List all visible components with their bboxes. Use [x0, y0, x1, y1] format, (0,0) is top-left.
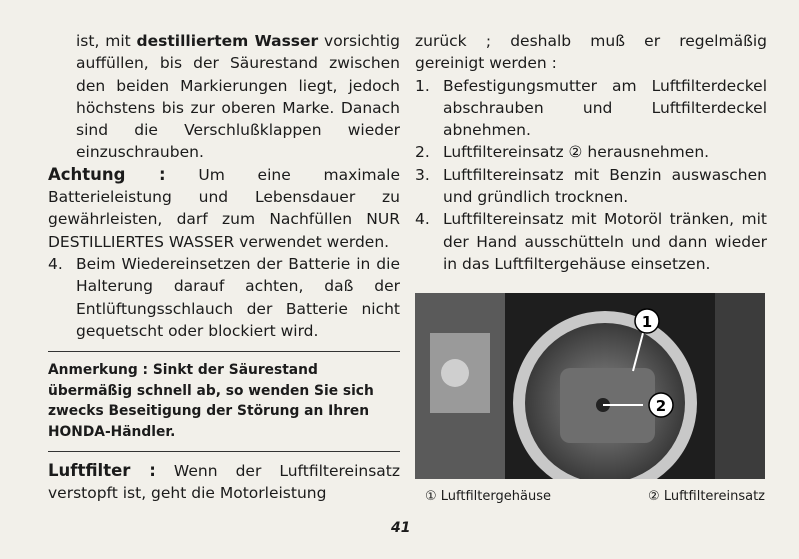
- anmerkung-label: Anmerkung :: [48, 362, 149, 379]
- air-filter-photo: [415, 293, 765, 479]
- left-column: [48, 30, 400, 505]
- callout-1-label: 1: [641, 313, 653, 331]
- page-number: 41: [391, 520, 411, 536]
- air-filter-step-2: 2. Luftfiltereinsatz ② herausnehmen.: [415, 143, 710, 162]
- air-filter-step-1: 1. Befestigungsmutter am Luftfilterdeckel abschrauben und Luftfilterdeckel abnehmen.: [415, 76, 767, 140]
- photo-caption: [425, 489, 765, 504]
- right-column: [415, 30, 767, 275]
- achtung-paragraph: Achtung : Um eine maximale Batterieleistung und Lebensdauer zu gewährleisten, darf zum Nachfüllen NUR DESTILLIERTES WASSER verwendet werden.: [48, 164, 400, 251]
- divider-top: [48, 351, 400, 352]
- caption-element: ② Luftfiltereinsatz: [648, 489, 765, 504]
- callout-2-label: 2: [655, 397, 667, 415]
- air-filter-step-3: 3. Luftfiltereinsatz mit Benzin auswaschen und gründlich trocknen.: [415, 165, 767, 207]
- air-filter-step-4: 4. Luftfiltereinsatz mit Motoröl tränken, mit der Hand ausschütteln und dann wieder in das Luftfiltergehäuse einsetzen.: [415, 210, 767, 273]
- battery-fill-paragraph: ist, mit destilliertem Wasser vorsichtig auffüllen, bis der Säurestand zwischen den beiden Markierungen liegt, jedoch höchstens bis zur oberen Marke. Danach sind die Verschlußklappen wieder einzuschrauben.: [76, 32, 400, 162]
- caption-housing: ① Luftfiltergehäuse: [425, 489, 551, 504]
- luftfilter-label: Luftfilter :: [48, 461, 156, 481]
- distilled-water-bold: destilliertem Wasser: [136, 32, 319, 50]
- intro-paragraph: zurück ; deshalb muß er regelmäßig gereinigt werden :: [415, 32, 767, 73]
- air-filter-illustration: [415, 293, 765, 479]
- battery-step-4: 4. Beim Wiedereinsetzen der Batterie in die Halterung darauf achten, daß der Entlüftungsschlauch der Batterie nicht gequetscht oder blockiert wird.: [48, 254, 400, 340]
- air-filter-steps: [415, 75, 767, 276]
- anmerkung-note: Anmerkung : Sinkt der Säurestand übermäßig schnell ab, so wenden Sie sich zwecks Beseitigung der Störung an Ihren HONDA-Händler.: [48, 362, 374, 440]
- achtung-label: Achtung :: [48, 164, 166, 184]
- luftfilter-paragraph: Luftfilter : Wenn der Luftfiltereinsatz verstopft ist, geht die Motorleistung: [48, 461, 400, 503]
- divider-bottom: [48, 451, 400, 452]
